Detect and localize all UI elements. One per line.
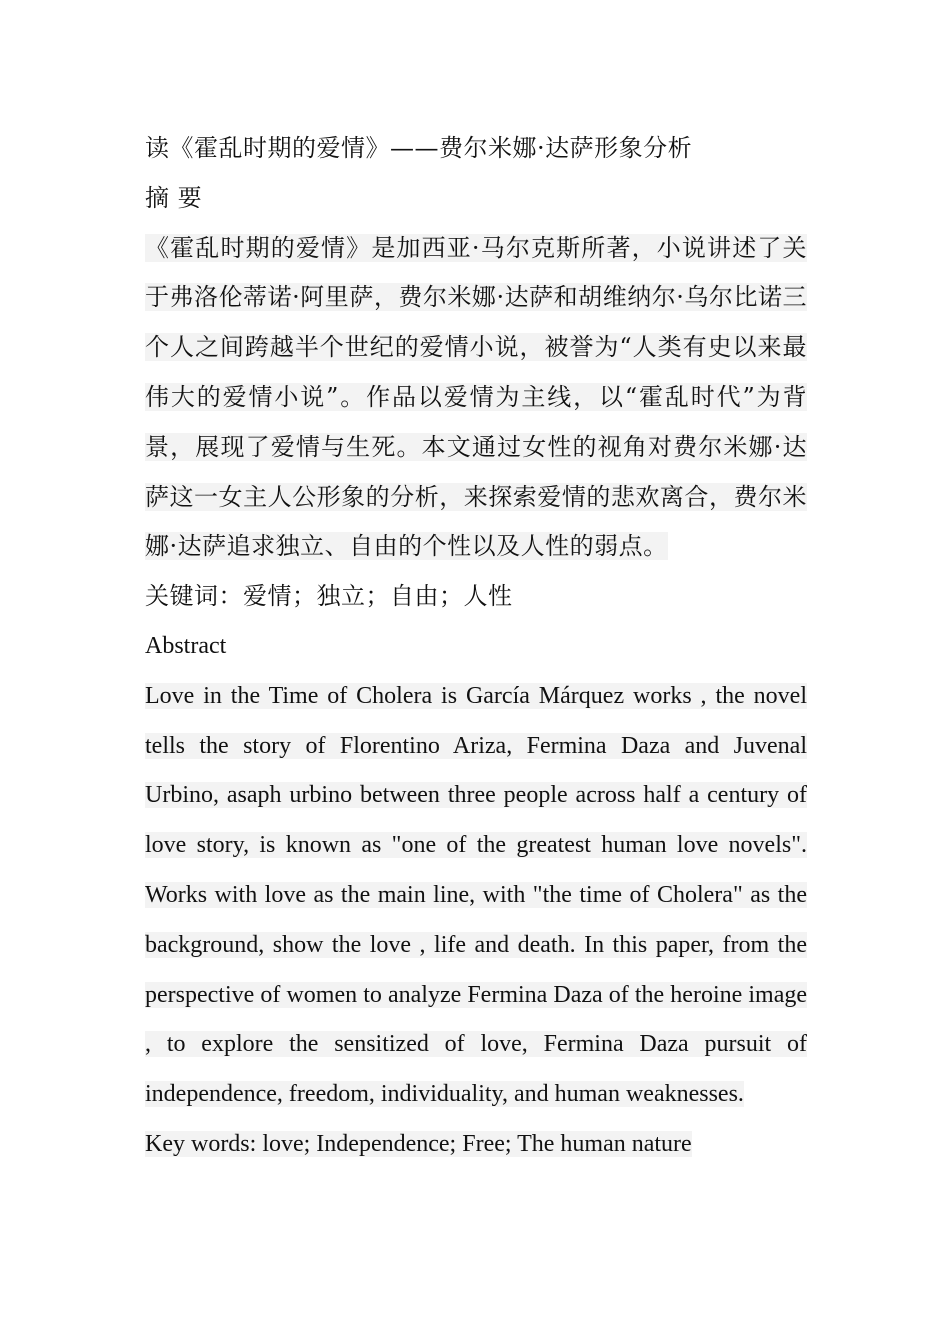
abstract-zh-body: 《霍乱时期的爱情》是加西亚·马尔克斯所著，小说讲述了关于弗洛伦蒂诺·阿里萨，费尔米娜·达萨和胡维纳尔·乌尔比诺三个人之间跨越半个世纪的爱情小说，被誉为“人类有史以来最伟大的爱情小说”。作品以爱情为主线，以“霍乱时代”为背景，展现了爱情与生死。本文通过女性的视角对费尔米娜·达萨这一女主人公形象的分析，来探索爱情的悲欢离合，费尔米娜·达萨追求独立、自由的个性以及人性的弱点。 bbox=[145, 233, 807, 561]
abstract-en-body: Love in the Time of Cholera is García Márquez works , the novel tells the story of Florentino Ariza, Fermina Daza and Juvenal Urbino, asaph urbino between three people across half a century of love story, is known as "one of the greatest human love novels". Works with love as the main line, with "the time of Cholera" as the background, show the love , life and death. In this paper, from the perspective of women to analyze Fermina Daza of the heroine image , to explore the sensitized of love, Fermina Daza pursuit of independence, freedom, individuality, and human weaknesses. bbox=[145, 682, 807, 1108]
abstract-en-heading: Abstract bbox=[145, 632, 227, 659]
document-page bbox=[145, 124, 807, 1170]
keywords-zh: 关键词：爱情；独立；自由；人性 bbox=[145, 582, 513, 611]
abstract-zh-paragraph bbox=[145, 224, 807, 573]
abstract-en-paragraph bbox=[145, 672, 807, 1120]
document-title: 读《霍乱时期的爱情》——费尔米娜·达萨形象分析 bbox=[145, 134, 693, 162]
keywords-en: Key words: love; Independence; Free; The human nature bbox=[145, 1130, 692, 1157]
abstract-zh-heading: 摘 要 bbox=[145, 183, 203, 212]
keywords-en-line bbox=[145, 1120, 807, 1170]
